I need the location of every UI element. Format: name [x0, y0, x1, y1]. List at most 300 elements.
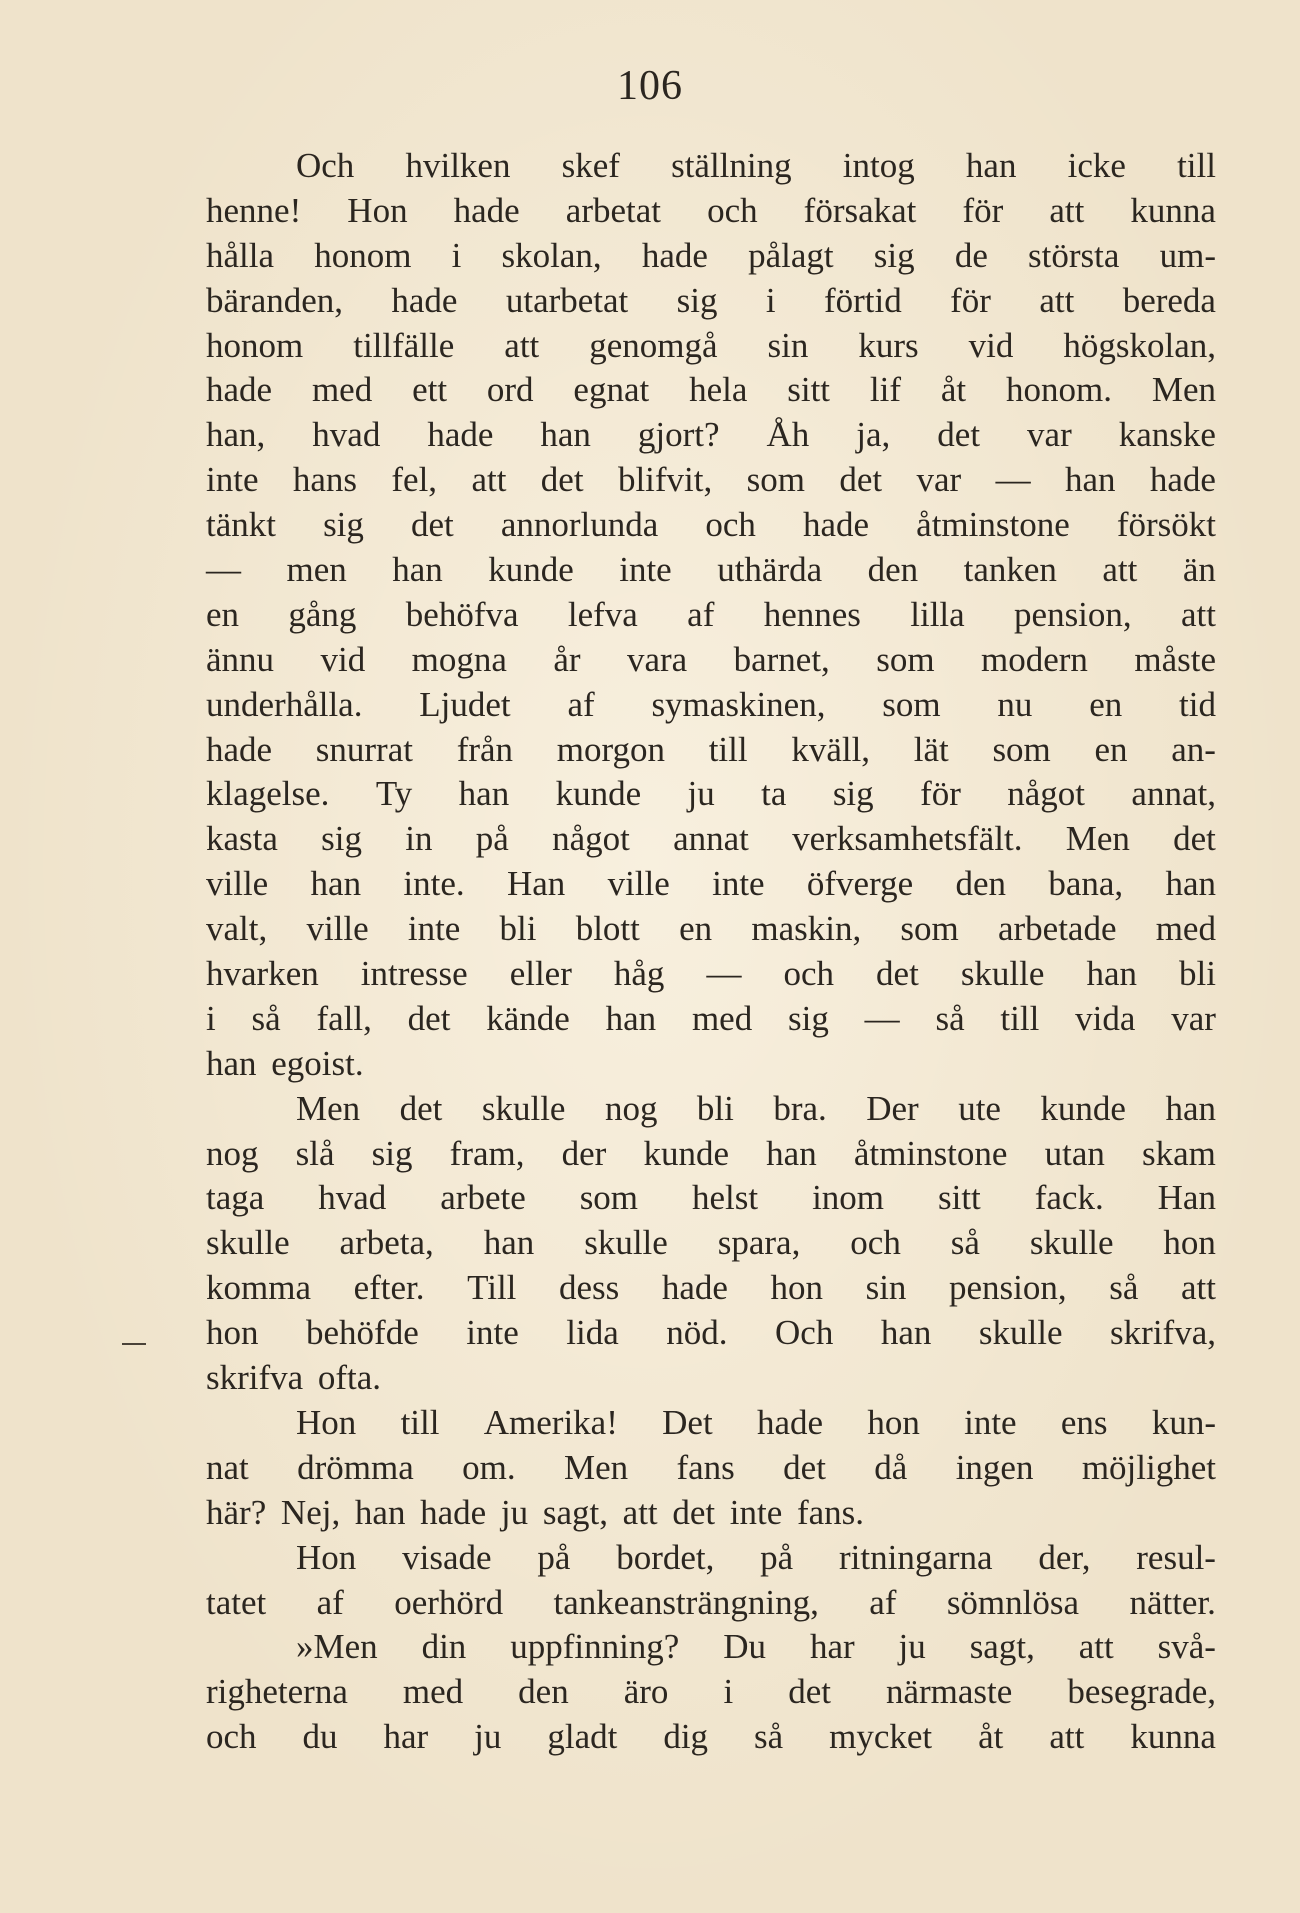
word: symaskinen,: [651, 684, 826, 724]
word: det: [783, 1447, 826, 1487]
text-line: [206, 862, 1216, 907]
word: sitt: [787, 370, 831, 410]
word: ju: [500, 1492, 529, 1532]
word: skulle: [978, 1313, 1063, 1353]
word: —: [864, 998, 900, 1038]
word: på: [760, 1537, 794, 1577]
word: gladt: [547, 1717, 618, 1757]
text-line: [206, 1581, 1216, 1626]
word: spara,: [717, 1223, 801, 1263]
word: nog: [206, 1133, 259, 1173]
word: underhålla.: [206, 684, 363, 724]
word: Han: [1157, 1178, 1216, 1218]
word: inte.: [403, 864, 465, 904]
word: att: [1049, 190, 1085, 230]
word: annorlunda: [500, 505, 659, 545]
word: han: [392, 550, 443, 590]
word: egoist.: [271, 1043, 364, 1083]
text-line: [206, 1491, 1216, 1536]
word: Det: [662, 1402, 713, 1442]
word: håg: [613, 954, 665, 994]
word: utan: [1044, 1133, 1105, 1173]
word: visade: [402, 1537, 492, 1577]
word: vid: [320, 639, 366, 679]
word: i: [723, 1672, 734, 1712]
text-line: [206, 1625, 1216, 1670]
text-line: [206, 234, 1216, 279]
word: kunna: [1130, 1717, 1216, 1757]
word: ta: [761, 774, 787, 814]
word: på: [475, 819, 509, 859]
word: hade: [756, 1402, 824, 1442]
word: ville: [206, 864, 269, 904]
word: ville: [306, 909, 369, 949]
word: öfverge: [806, 864, 914, 904]
word: af: [316, 1582, 344, 1622]
word: inte: [729, 1492, 783, 1532]
word: intog: [842, 146, 915, 185]
word: skrifva: [206, 1358, 304, 1398]
word: hvilken: [405, 146, 511, 185]
word: och: [705, 505, 756, 545]
word: blifvit,: [617, 460, 713, 500]
word: han: [354, 1492, 406, 1532]
word: lefva: [567, 594, 638, 634]
word: tanken: [963, 550, 1057, 590]
word: Der: [866, 1088, 919, 1128]
word: Amerika!: [483, 1402, 618, 1442]
word: arbeta,: [339, 1223, 434, 1263]
word: drömma: [297, 1447, 414, 1487]
word: Åh: [766, 415, 810, 455]
word: hade: [391, 280, 458, 320]
word: arbetat: [565, 190, 661, 230]
word: med: [402, 1672, 464, 1712]
word: ännu: [206, 639, 275, 679]
word: största: [1028, 235, 1120, 275]
text-line: [206, 189, 1216, 234]
word: besegrade,: [1067, 1672, 1216, 1712]
word: egnat: [573, 370, 650, 410]
word: bereda: [1122, 280, 1216, 320]
word: sitt: [937, 1178, 981, 1218]
word: Nej,: [280, 1492, 341, 1532]
word: som: [579, 1178, 639, 1218]
word: för: [950, 280, 991, 320]
word: hela: [689, 370, 748, 410]
word: din: [421, 1627, 467, 1667]
word: i: [206, 998, 216, 1038]
word: af: [869, 1582, 897, 1622]
word: sig: [323, 505, 364, 545]
word: Ljudet: [419, 684, 511, 724]
word: i: [451, 235, 462, 275]
word: sig: [832, 774, 874, 814]
word: den: [867, 550, 919, 590]
word: det: [399, 1088, 443, 1128]
word: han: [458, 774, 510, 814]
text-line: [206, 1176, 1216, 1221]
word: hade: [453, 190, 520, 230]
word: hade: [641, 235, 708, 275]
text-line: [206, 952, 1216, 997]
word: tankeansträngning,: [553, 1582, 819, 1622]
word: »Men: [296, 1627, 378, 1667]
word: barnet,: [733, 639, 830, 679]
word: fans: [676, 1447, 735, 1487]
text-line: [206, 1356, 1216, 1401]
word: åtminstone: [916, 505, 1070, 545]
word: righeterna: [206, 1672, 348, 1712]
word: ville: [607, 864, 670, 904]
word: har: [809, 1627, 855, 1667]
word: kunde: [1040, 1088, 1126, 1128]
text-line: [206, 817, 1216, 862]
word: och: [707, 190, 758, 230]
text-line: [206, 1311, 1216, 1356]
word: med: [1155, 909, 1216, 949]
word: svå-: [1157, 1627, 1216, 1667]
margin-mark: [122, 1343, 146, 1345]
word: skam: [1142, 1133, 1216, 1173]
word: fans.: [796, 1492, 865, 1532]
text-line: [206, 907, 1216, 952]
word: nätter.: [1129, 1582, 1216, 1622]
word: pension,: [949, 1268, 1067, 1308]
word: inom: [812, 1178, 885, 1218]
word: sig: [788, 998, 829, 1038]
word: om.: [462, 1447, 516, 1487]
word: skulle: [206, 1223, 290, 1263]
word: blott: [575, 909, 640, 949]
word: det: [540, 460, 584, 500]
word: som: [992, 729, 1051, 769]
word: ja,: [856, 415, 891, 455]
word: skef: [561, 146, 620, 185]
word: år: [553, 639, 581, 679]
text-line: [206, 683, 1216, 728]
word: försakat: [803, 190, 917, 230]
word: komma: [206, 1268, 311, 1308]
word: lät: [913, 729, 949, 769]
text-line: [206, 503, 1216, 548]
word: hade: [803, 505, 870, 545]
word: annat: [673, 819, 749, 859]
word: att: [622, 1492, 658, 1532]
word: hade: [1149, 460, 1216, 500]
word: du: [302, 1717, 338, 1757]
word: förtid: [824, 280, 902, 320]
word: bli: [696, 1088, 734, 1128]
word: efter.: [353, 1268, 425, 1308]
word: mycket: [829, 1717, 933, 1757]
word: pension,: [1014, 594, 1132, 634]
text-line: [206, 593, 1216, 638]
text-line: [206, 728, 1216, 773]
word: nat: [206, 1447, 249, 1487]
word: fel,: [391, 460, 438, 500]
word: som: [876, 639, 935, 679]
word: maskin,: [751, 909, 862, 949]
word: ju: [474, 1717, 502, 1757]
word: vida: [1075, 998, 1136, 1038]
word: af: [567, 684, 595, 724]
word: det: [672, 1492, 716, 1532]
word: Ty: [375, 774, 413, 814]
word: tillfälle: [353, 325, 455, 365]
word: att: [1049, 1717, 1085, 1757]
word: in: [405, 819, 433, 859]
word: lilla: [910, 594, 965, 634]
word: skulle: [481, 1088, 566, 1128]
text-line: [206, 279, 1216, 324]
word: inte: [206, 460, 259, 500]
word: här?: [206, 1492, 267, 1532]
word: hvarken: [206, 954, 319, 994]
word: intresse: [360, 954, 468, 994]
word: uppfinning?: [510, 1627, 680, 1667]
word: fram,: [449, 1133, 525, 1173]
word: en: [206, 594, 240, 634]
word: Och: [296, 146, 355, 185]
text-line: [206, 772, 1216, 817]
word: försökt: [1116, 505, 1216, 545]
word: honom: [314, 235, 412, 275]
word: af: [687, 594, 715, 634]
word: han: [1086, 954, 1137, 994]
word: ritningarna: [839, 1537, 993, 1577]
word: hade: [206, 729, 273, 769]
word: från: [456, 729, 514, 769]
word: kunna: [1130, 190, 1216, 230]
word: med: [311, 370, 373, 410]
word: Men: [1065, 819, 1130, 859]
word: och: [783, 954, 835, 994]
word: sig: [676, 280, 718, 320]
word: det: [411, 505, 454, 545]
word: har: [383, 1717, 429, 1757]
word: sin: [865, 1268, 907, 1308]
word: och: [850, 1223, 901, 1263]
word: hon: [770, 1268, 823, 1308]
text-line: [206, 1132, 1216, 1177]
word: det: [788, 1672, 831, 1712]
word: åt: [978, 1717, 1004, 1757]
word: hålla: [206, 235, 275, 275]
text-line: [206, 458, 1216, 503]
word: —: [995, 460, 1031, 500]
word: ju: [898, 1627, 926, 1667]
word: en: [679, 909, 713, 949]
word: nöd.: [666, 1313, 728, 1353]
word: han: [1165, 1088, 1216, 1128]
word: kurs: [858, 325, 919, 365]
word: ingen: [955, 1447, 1034, 1487]
word: Men: [296, 1088, 361, 1128]
word: att: [1181, 594, 1216, 634]
word: en: [1089, 684, 1123, 724]
word: bana,: [1048, 864, 1124, 904]
word: behöfde: [306, 1313, 419, 1353]
word: ord: [486, 370, 534, 410]
word: genomgå: [589, 325, 718, 365]
word: ens: [1060, 1402, 1108, 1442]
word: bra.: [773, 1088, 827, 1128]
word: för: [920, 774, 961, 814]
word: bäranden,: [206, 280, 344, 320]
word: gjort?: [637, 415, 720, 455]
word: hon: [1163, 1223, 1216, 1263]
word: till: [1177, 146, 1216, 185]
word: tatet: [206, 1582, 267, 1622]
word: skrifva,: [1110, 1313, 1216, 1353]
word: måste: [1134, 639, 1216, 679]
word: åt: [940, 370, 967, 410]
word: att: [1180, 1268, 1216, 1308]
word: något: [1007, 774, 1086, 814]
word: än: [1182, 550, 1216, 590]
text-line: [206, 1087, 1216, 1132]
word: helst: [692, 1178, 759, 1218]
text-line: [206, 1446, 1216, 1491]
word: högskolan,: [1063, 325, 1216, 365]
word: gång: [288, 594, 357, 634]
word: henne!: [206, 190, 302, 230]
word: Hon: [296, 1402, 357, 1442]
word: fack.: [1034, 1178, 1104, 1218]
text-line: [206, 368, 1216, 413]
word: skulle: [1029, 1223, 1114, 1263]
word: verksamhetsfält.: [792, 819, 1023, 859]
word: ofta.: [317, 1358, 382, 1398]
word: tänkt: [206, 505, 276, 545]
word: der: [561, 1133, 607, 1173]
word: för: [962, 190, 1004, 230]
word: att: [1039, 280, 1075, 320]
word: som: [746, 460, 805, 500]
word: hans: [292, 460, 358, 500]
word: inte: [712, 864, 765, 904]
text-line: [206, 548, 1216, 593]
word: hade: [206, 370, 273, 410]
word: så: [1109, 1268, 1139, 1308]
word: det: [937, 415, 981, 455]
word: ett: [412, 370, 448, 410]
word: ute: [958, 1088, 1001, 1128]
word: inte: [619, 550, 672, 590]
word: Hon: [347, 190, 408, 230]
word: så: [935, 998, 965, 1038]
word: Han: [506, 864, 566, 904]
word: han: [1064, 460, 1116, 500]
word: så: [754, 1717, 784, 1757]
word: oerhörd: [394, 1582, 504, 1622]
word: der,: [1038, 1537, 1091, 1577]
word: Hon: [296, 1537, 357, 1577]
word: på: [537, 1537, 571, 1577]
word: åtminstone: [853, 1133, 1008, 1173]
word: sin: [767, 325, 809, 365]
word: han: [880, 1313, 932, 1353]
word: icke: [1067, 146, 1126, 185]
word: sig: [321, 819, 363, 859]
word: de: [954, 235, 988, 275]
word: kunde: [488, 550, 574, 590]
word: Men: [1151, 370, 1216, 410]
word: hvad: [312, 415, 381, 455]
word: sig: [371, 1133, 413, 1173]
word: kasta: [206, 819, 278, 859]
word: nu: [997, 684, 1033, 724]
word: honom.: [1005, 370, 1112, 410]
word: hennes: [763, 594, 861, 634]
word: till: [400, 1402, 440, 1442]
word: hvad: [318, 1178, 387, 1218]
text-line: [206, 1401, 1216, 1446]
text-line: [206, 1266, 1216, 1311]
word: lida: [566, 1313, 619, 1353]
word: snurrat: [315, 729, 413, 769]
word: så: [950, 1223, 980, 1263]
word: slå: [295, 1133, 335, 1173]
word: eller: [509, 954, 572, 994]
word: som: [900, 909, 959, 949]
word: bli: [1179, 954, 1216, 994]
word: skulle: [584, 1223, 668, 1263]
text-line: [206, 997, 1216, 1042]
text-line: [206, 1221, 1216, 1266]
word: han: [206, 1043, 257, 1083]
word: fall,: [316, 998, 372, 1038]
text-line: [206, 324, 1216, 369]
word: han: [310, 864, 362, 904]
word: Och: [775, 1313, 834, 1353]
text-line: [206, 1536, 1216, 1581]
word: kunde: [643, 1133, 730, 1173]
word: lif: [869, 370, 901, 410]
text-line: [206, 144, 1216, 189]
word: behöfva: [405, 594, 519, 634]
word: till: [1000, 998, 1040, 1038]
word: bli: [499, 909, 537, 949]
word: um-: [1159, 235, 1216, 275]
word: och: [206, 1717, 257, 1757]
text-line: [206, 1715, 1216, 1760]
word: dig: [663, 1717, 709, 1757]
word: något: [552, 819, 630, 859]
word: Du: [723, 1627, 767, 1667]
word: det: [839, 460, 883, 500]
word: han: [965, 146, 1017, 185]
word: sig: [873, 235, 915, 275]
word: —: [706, 954, 742, 994]
word: en: [1094, 729, 1128, 769]
word: an-: [1171, 729, 1216, 769]
word: det: [407, 998, 451, 1038]
word: möjlighet: [1081, 1447, 1216, 1487]
word: med: [691, 998, 753, 1038]
word: hade: [420, 1492, 487, 1532]
word: äro: [623, 1672, 669, 1712]
word: som: [882, 684, 941, 724]
word: mogna: [411, 639, 507, 679]
word: han: [483, 1223, 535, 1263]
word: nog: [604, 1088, 658, 1128]
word: närmaste: [885, 1672, 1013, 1712]
word: sagt,: [542, 1492, 608, 1532]
word: utarbetat: [505, 280, 629, 320]
word: sömnlösa: [946, 1582, 1080, 1622]
